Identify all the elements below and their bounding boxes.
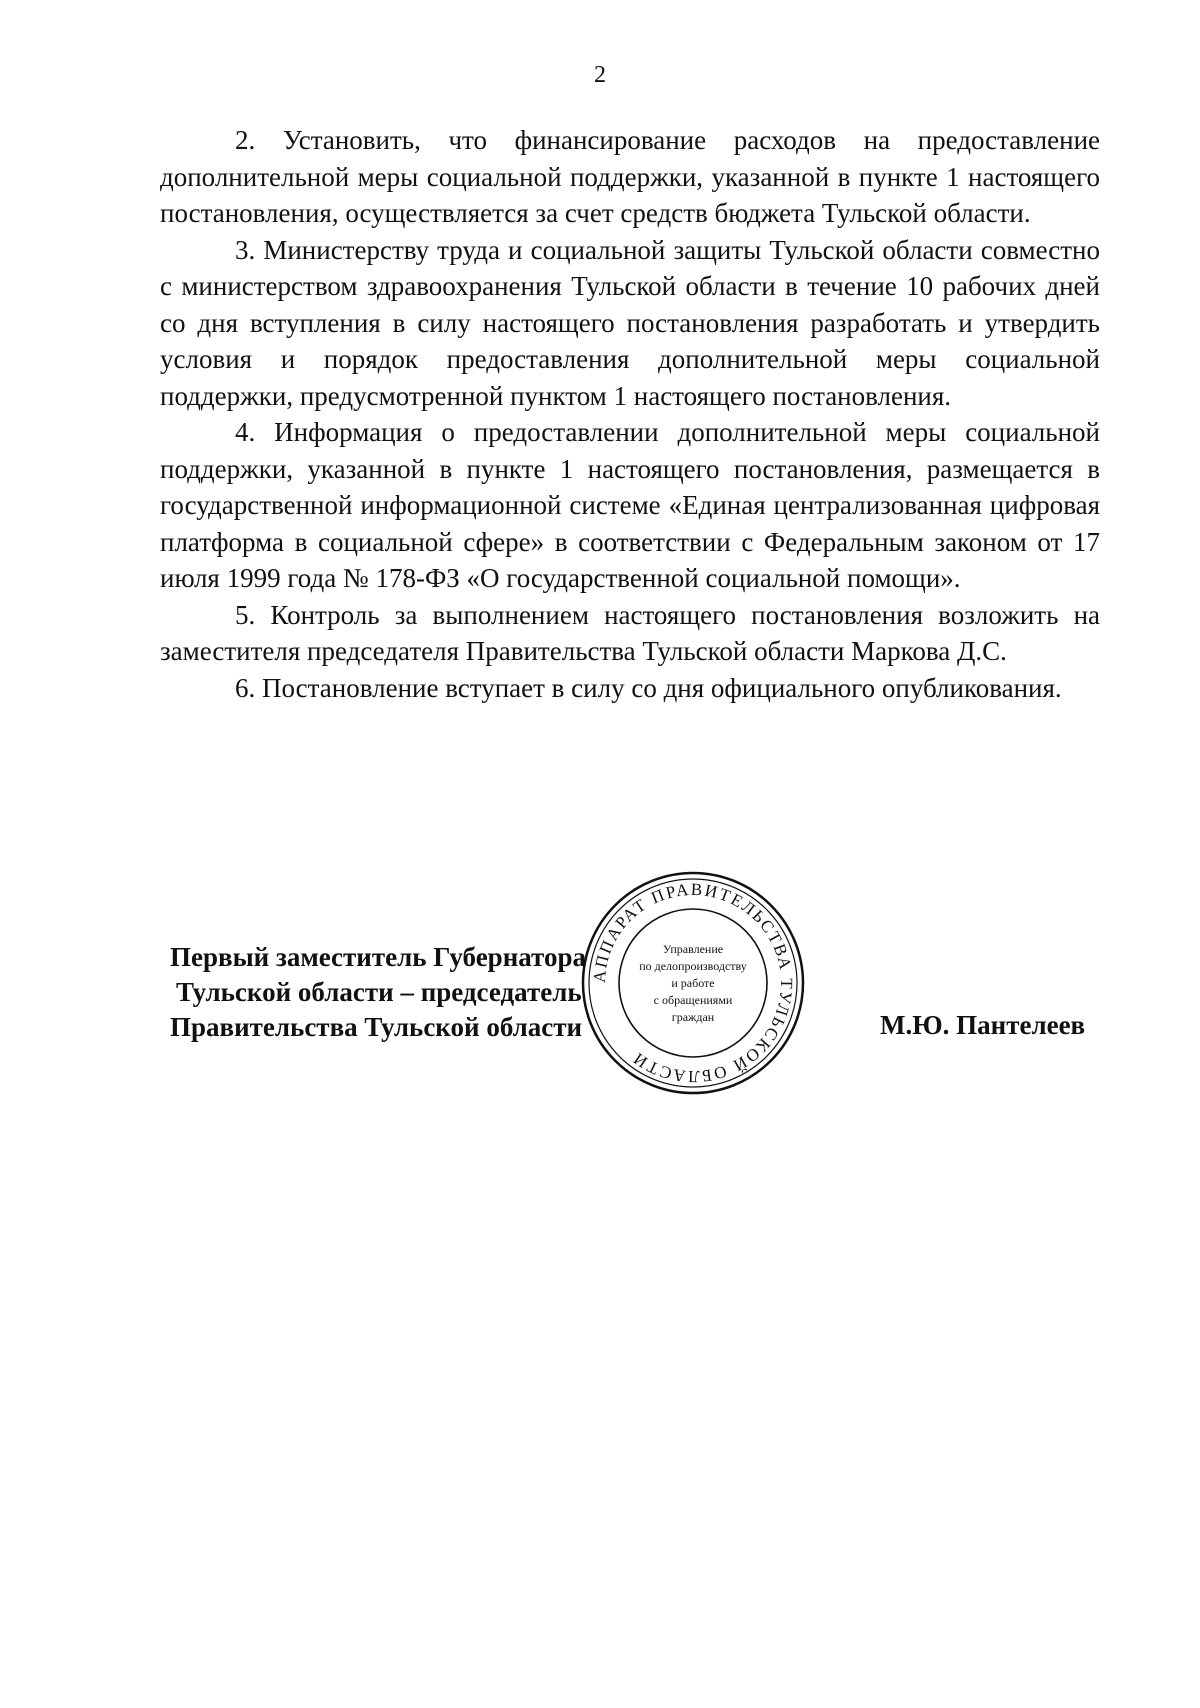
signatory-position-line: Правительства Тульской области [170,1012,583,1042]
page-number: 2 [594,62,606,88]
paragraph-5: 5. Контроль за выполнением настоящего постановления возложить на заместителя председателя Правительства Тульской области Маркова Д.С. [160,599,1100,666]
document-body [160,122,1100,706]
seal-center-line: Управление [662,942,724,956]
paragraph-4: 4. Информация о предоставлении дополнительной меры социальной поддержки, указанной в пункте 1 настоящего постановления, размещается в государственной информационной системе «Единая централизованная цифровая платформа в социальной сфере» в соответствии с Федеральным законом от 17 июля 1999 года № 178-ФЗ «О государственной социальной помощи». [160,417,1100,593]
seal-ring-text: АППАРАТ ПРАВИТЕЛЬСТВА ТУЛЬСКОЙ ОБЛАСТИ [589,879,797,1087]
signatory-name: М.Ю. Пантелеев [880,1010,1086,1040]
signatory-position [170,940,586,1045]
paragraph-6: 6. Постановление вступает в силу со дня официального опубликования. [235,672,1062,703]
official-seal [578,868,808,1098]
paragraph-2: 2. Установить, что финансирование расходов на предоставление дополнительной меры социальной поддержки, указанной в пункте 1 настоящего постановления, осуществляется за счет средств бюджета Тульской области. [160,125,1100,228]
signatory-position-line: Тульской области – председатель [176,977,582,1007]
seal-center-line: с обращениями [653,993,733,1007]
seal-center-line: и работе [671,976,715,990]
seal-center-line: по делопроизводству [639,959,747,973]
signatory-position-line: Первый заместитель Губернатора [170,942,586,972]
seal-center-line: граждан [671,1010,715,1024]
seal-stamp-graphic [578,868,808,1098]
paragraph-3: 3. Министерству труда и социальной защиты Тульской области совместно с министерством здравоохранения Тульской области в течение 10 рабочих дней со дня вступления в силу настоящего постановления разработать и утвердить условия и порядок предоставления дополнительной меры социальной поддержки, предусмотренной пунктом 1 настоящего постановления. [160,234,1100,411]
